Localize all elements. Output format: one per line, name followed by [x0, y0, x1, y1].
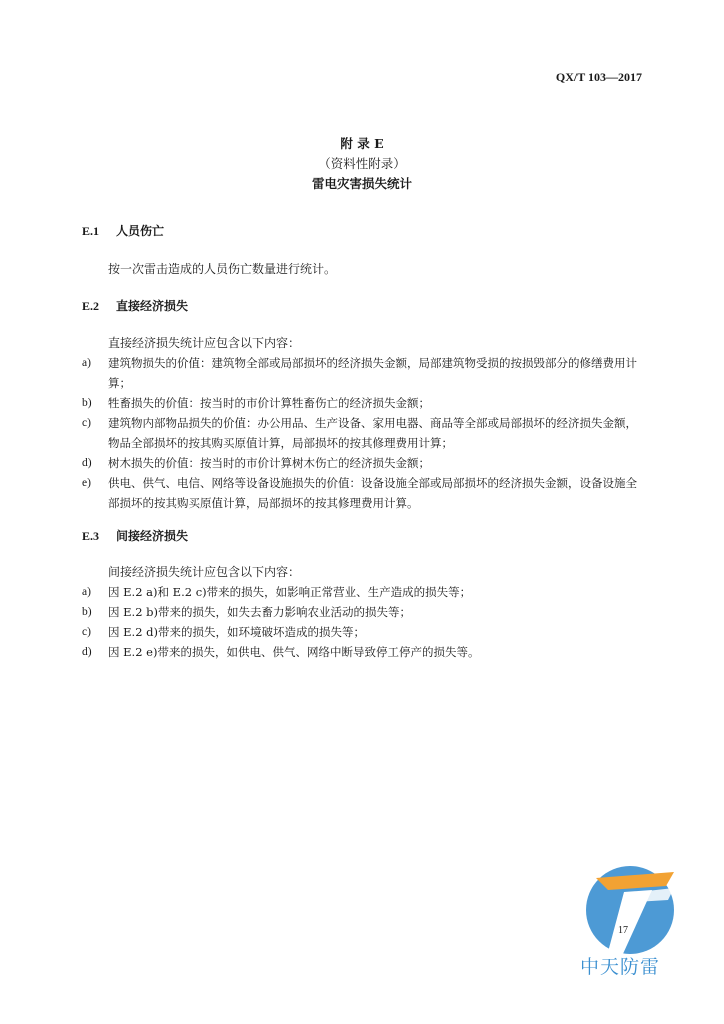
section-heading-e2	[82, 297, 188, 314]
list-item	[82, 413, 644, 453]
item-text: 树木损失的价值：按当时的市价计算树木伤亡的经济损失金额；	[108, 456, 430, 470]
item-label: c)	[82, 626, 91, 638]
section-heading-e1	[82, 222, 164, 239]
list-item	[82, 602, 644, 622]
section-intro: 间接经济损失统计应包含以下内容：	[108, 565, 301, 579]
section-number: E.3	[82, 529, 100, 543]
annex-title-block	[0, 134, 724, 194]
item-text: 供电、供气、电信、网络等设备设施损失的价值：设备设施全部或局部损坏的经济损失金额，设备设施全部损坏的按其购买原值计算，局部损坏的按其修理费用计算。	[108, 476, 637, 510]
list-item	[82, 642, 644, 662]
section-paragraph: 按一次雷击造成的人员伤亡数量进行统计。	[108, 262, 337, 276]
annex-name: 雷电灾害损失统计	[311, 176, 412, 191]
item-text: 牲畜损失的价值：按当时的市价计算牲畜伤亡的经济损失金额；	[108, 396, 430, 410]
item-label: b)	[82, 397, 92, 409]
document-code: QX/T 103—2017	[555, 70, 642, 84]
item-text: 因 E.2 a)和 E.2 c)带来的损失，如影响正常营业、生产造成的损失等；	[108, 585, 472, 599]
item-text: 因 E.2 b)带来的损失，如失去畜力影响农业活动的损失等；	[108, 605, 412, 619]
item-label: d)	[82, 457, 92, 469]
item-label: c)	[82, 417, 91, 429]
section-title: 间接经济损失	[116, 529, 189, 543]
item-label: e)	[82, 477, 91, 489]
list-item	[82, 473, 644, 513]
page-number: 17	[618, 925, 628, 936]
section-intro: 直接经济损失统计应包含以下内容：	[108, 336, 301, 350]
item-text: 建筑物内部物品损失的价值：办公用品、生产设备、家用电器、商品等全部或局部损坏的经济损失金额，物品全部损坏的按其购买原值计算，局部损坏的按其修理费用计算；	[108, 416, 637, 450]
annex-label: 附 录 E	[340, 136, 384, 151]
annex-type: （资料性附录）	[318, 156, 406, 171]
item-label: b)	[82, 606, 92, 618]
section-heading-e3	[82, 527, 188, 544]
item-text: 因 E.2 d)带来的损失，如环境破坏造成的损失等；	[108, 625, 366, 639]
indirect-loss-list	[82, 582, 644, 662]
section-title: 人员伤亡	[116, 224, 165, 238]
watermark-text: 中天防雷	[580, 956, 661, 978]
list-item	[82, 582, 644, 602]
list-item	[82, 622, 644, 642]
section-number: E.2	[82, 299, 100, 313]
item-label: a)	[82, 357, 91, 369]
direct-loss-list	[82, 353, 644, 513]
list-item	[82, 353, 644, 393]
item-text: 因 E.2 e)带来的损失，如供电、供气、网络中断导致停工停产的损失等。	[108, 645, 480, 659]
list-item	[82, 393, 644, 413]
item-label: d)	[82, 646, 92, 658]
section-number: E.1	[82, 224, 100, 238]
item-label: a)	[82, 586, 91, 598]
item-text: 建筑物损失的价值：建筑物全部或局部损坏的经济损失金额，局部建筑物受损的按损毁部分的修缮费用计算；	[108, 356, 637, 390]
list-item	[82, 453, 644, 473]
section-title: 直接经济损失	[116, 299, 189, 313]
